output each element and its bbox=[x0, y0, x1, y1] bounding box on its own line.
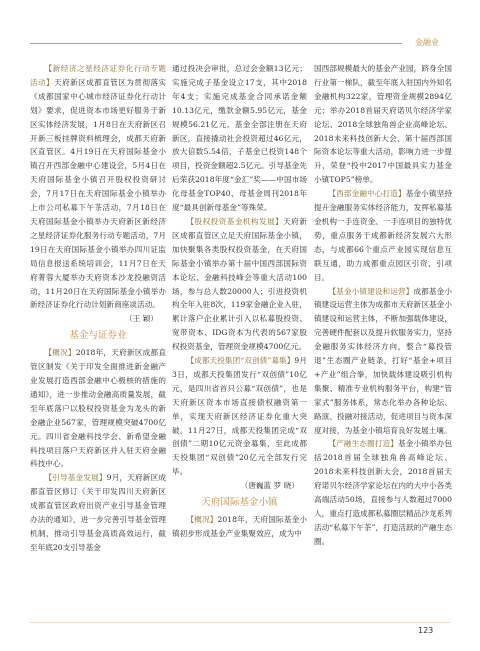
paragraph bbox=[30, 346, 166, 471]
paragraph bbox=[30, 471, 166, 554]
footer-rule bbox=[30, 622, 450, 623]
paragraph-label: 【西部金融中心打造】 bbox=[328, 189, 406, 199]
column-1 bbox=[30, 62, 166, 555]
paragraph-text: 2018年，天府新区成都直管区制发《关于印发全面推进新金融产业发展打造西部金融中心极核的措施的通知》，进一步推动金融高质量发展，截至年底落户以股权投资基金为龙头的新金融企业567家，管理规模突破4700亿元。四川省金融科技学会、新希望金融科技项目落户天府新区并入驻天府金融科技中心。 bbox=[30, 348, 167, 469]
paragraph bbox=[314, 62, 452, 187]
paragraph bbox=[172, 215, 307, 354]
paragraph bbox=[314, 285, 452, 438]
paragraph bbox=[314, 437, 452, 548]
section-tag: 金融业 bbox=[415, 38, 439, 47]
paragraph-text: 2018年，天府国际基金小镇初步形成基金产业集聚效应，成为中 bbox=[172, 515, 307, 538]
paragraph bbox=[172, 513, 307, 541]
section-title: 基金与证券业 bbox=[69, 330, 127, 342]
paragraph-label: 【新经济之星经济证券化行动专题活动】 bbox=[30, 64, 166, 87]
paragraph bbox=[172, 354, 307, 479]
paragraph-label: 【基金小镇建设和运营】 bbox=[328, 286, 414, 296]
page-number: 123 bbox=[418, 626, 434, 635]
paragraph-text: 9月3日，成都天投集团发行“双创债”10亿元，是四川省首只公募“双创债”，也是天府新区资本市场直接债权融资第一单，实现天府新区经济证券化重大突破。11月27日，成都天投集团完成“双创债”二期10亿元资金募集，至此成都天投集团“双创债”20亿元全部发行完毕。 bbox=[172, 356, 307, 477]
paragraph-text: 天府新区成都直管区为贯彻落实《成都国家中心城市经济证券化行动计划》要求，促进资本市场更好服务于新区实体经济发展，1月8日在天府新区召开新三板挂牌资料梳理会，成都天府新区直管区。4月19日在天府国际基金小镇召开西部金融中心建设会，5月4日在天府国际基金小镇召开股权投资研讨会，7月17日在天府国际基金小镇举办上市公司私募下午茶活动，7月18日在天府国际基金小镇举办天府新区新经济之星经济证券化服务行动专题活动，7月19日在天府国际基金小镇举办四川证监局信息报送系统培训会，11月7日在天府菁蓉大厦举办天府资本沙龙投融资活动，11月20日在天府国际基金小镇举办新经济证券化行动计划新商座谈活动。 bbox=[30, 77, 167, 310]
paragraph-label: 【概况】 bbox=[44, 348, 76, 358]
section-title: 天府国际基金小镇 bbox=[201, 497, 278, 509]
paragraph-label: 【成都天投集团“双创债”募集】 bbox=[186, 356, 295, 366]
paragraph-text: 天府新区成都直管区立足天府国际基金小镇，加快聚集各类股权投资基金，在天府国际基金小镇举办第十届中国西部国际资本论坛、金融科技峰会等重大活动100场，参与总人数20000人；引进投资机构全年入驻8次，119家金融企业入驻，累计落户企业累计引入以私募股投资、宽带资本、IDG资本为代表的567家股权投资基金，管理资金规模4700亿元。 bbox=[172, 216, 307, 352]
paragraph-text: 成都基金小镇建设运营主体为成都市天府新区基金小镇建设和运营主体，不断加强载体建设，完善硬件配套以及提升软服务实力，坚持金融服务实体经济方向，整合“募投管退”生态圈产业链条，打好“基金+项目+产业”组合拳，加快载体建设吸引机构集聚、精准专业机构服务平台，构建“管家式”服务体系，常态化举办各种论坛、路演、投融对接活动，促进项目与资本深度对接，为基金小镇培育良好发展土壤。 bbox=[314, 286, 452, 435]
paragraph-text: 通过投决会审批，总过会金额13亿元；实施完成子基金设立17支，其中2018年4支；实施完成基金合同承诺金额10.13亿元，缴款金额5.95亿元，基金规模56.21亿元。基金全部注册在天府新区，直接撬动社会投资超过46亿元，放大倍数5.54倍，子基金已投资148个项目，投资金额超2.5亿元。引导基金先后荣获2018年度“金汇”奖——中国市场化母基金TOP40、母基金周刊2018年度“最具创新母基金”等殊荣。 bbox=[172, 64, 307, 213]
paragraph-label: 【股权投资基金机构发展】 bbox=[186, 216, 284, 226]
paragraph-text: 基金小镇坚持提升金融服务实体经济能力，发挥私募基金机构一手连资金、一手连项目的独特优势，重点服务于成都新经济发展六大形态，与成都66个重点产业园实现信息互联互通，助力成都重点园区引资、引项目。 bbox=[314, 189, 452, 282]
paragraph bbox=[172, 62, 307, 215]
paragraph-text: 基金小镇举办包括2018首届全球独角兽高峰论坛、2018未来科技创新大会，2018首届天府诺贝尔经济学家论坛在内的大中小各类高端活动50场，直接参与人数超过7000人，重点打造成都私募圈层精品沙龙系列活动“私募下午茶”，打造活跃的产融生态圈。 bbox=[314, 439, 452, 546]
author-signature: （唐巍蓝 罗 晓） bbox=[240, 481, 299, 491]
paragraph-text: 9月，天府新区成都直管区修订《关于印发四川天府新区成都直管区政府出资产业引导基金管理办法的通知》，进一步完善引导基金管理机制，推动引导基金高质高效运行，截至年底20支引导基金 bbox=[30, 473, 166, 552]
column-3 bbox=[314, 62, 452, 549]
paragraph-label: 【产融生态圈打造】 bbox=[328, 439, 398, 449]
header-rule bbox=[30, 43, 402, 44]
page-header bbox=[0, 0, 480, 48]
paragraph bbox=[314, 187, 452, 284]
author-signature: （王 颖） bbox=[124, 314, 158, 324]
paragraph bbox=[30, 62, 166, 312]
column-2 bbox=[172, 62, 307, 541]
paragraph-text: 国西部规模最大的基金产业园，跻身全国行业第一梯队，截至年底入驻国内外知名金融机构322家，管理资金规模2894亿元；举办2018首届天府诺贝尔经济学家论坛、2018全球独角兽企业高峰论坛、2018未来科技创新大会、第十届西部国际资本论坛等重大活动，影响力进一步提升，荣登“投中2017中国最具实力基金小镇TOP5”榜单。 bbox=[314, 64, 452, 185]
paragraph-label: 【引导基金发展】 bbox=[44, 473, 107, 483]
paragraph-label: 【概况】 bbox=[186, 515, 218, 525]
